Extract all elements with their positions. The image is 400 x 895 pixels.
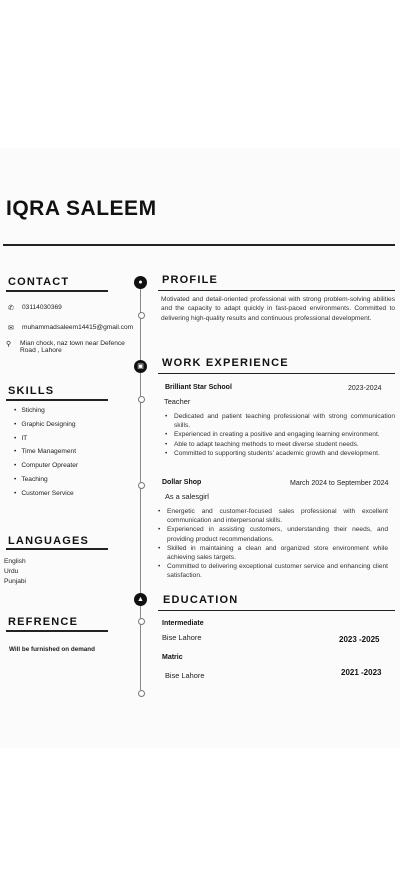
- skills-heading: SKILLS: [8, 385, 55, 397]
- list-item: • IT: [14, 432, 78, 446]
- education-heading: EDUCATION: [163, 594, 239, 606]
- address-line-2: Road , Lahore: [20, 347, 62, 354]
- list-item: • Dedicated and patient teaching professional with strong communication skills.: [164, 412, 395, 430]
- list-item: • Skilled in maintaining a clean and organized store environment while achieving sales targets.: [157, 544, 388, 562]
- job-bullets: [164, 412, 395, 458]
- list-item: English: [4, 558, 26, 565]
- timeline-dot: [138, 396, 145, 403]
- contact-rule: [6, 290, 108, 292]
- contact-heading: CONTACT: [8, 276, 70, 288]
- list-item: • Computer Opreater: [14, 459, 78, 473]
- graduation-cap-icon: ▲: [134, 593, 147, 606]
- list-item: • Teaching: [14, 473, 78, 487]
- contact-phone: [8, 304, 62, 312]
- mail-icon: ✉: [8, 325, 14, 332]
- email-text: muhammadsaleem14415@gmail.com: [22, 324, 134, 331]
- list-item: Punjabi: [4, 578, 26, 585]
- skills-list: [14, 404, 78, 501]
- phone-text: 03114030369: [22, 304, 62, 311]
- header-rule: [3, 244, 395, 246]
- list-item: • Graphic Designing: [14, 418, 78, 432]
- list-item: • Committed to delivering exceptional customer service and enhancing client satisfaction.: [157, 562, 388, 580]
- education-degree: Matric: [162, 654, 183, 661]
- timeline-dot: [138, 482, 145, 489]
- profile-text: Motivated and detail-oriented professional with strong problem-solving abilities and the capacity to adapt quickly in fast-paced environments. Committed to delivering high-quality results and continuous professional development.: [161, 296, 395, 322]
- skills-rule: [6, 399, 108, 401]
- job-dates: 2023-2024: [348, 385, 382, 392]
- job-role: As a salesgirl: [165, 492, 209, 501]
- education-rule: [158, 610, 395, 611]
- work-heading: WORK EXPERIENCE: [162, 357, 289, 369]
- list-item: Urdu: [4, 568, 19, 575]
- work-rule: [158, 373, 395, 374]
- education-years: 2021 -2023: [341, 668, 382, 677]
- job-employer: Dollar Shop: [162, 479, 202, 486]
- address-line-1: Mian chock, naz town near Defence: [20, 340, 125, 347]
- timeline-dot: [138, 690, 145, 697]
- list-item: • Time Management: [14, 445, 78, 459]
- education-institution: Bise Lahore: [165, 671, 205, 680]
- contact-email[interactable]: [8, 324, 133, 332]
- list-item: • Energetic and customer-focused sales professional with excellent communication and interpersonal skills.: [157, 507, 388, 525]
- languages-list: [4, 557, 26, 587]
- phone-icon: ✆: [8, 305, 14, 312]
- profile-rule: [158, 290, 395, 291]
- job-bullets: [157, 507, 388, 581]
- location-icon: ⚲: [6, 341, 12, 348]
- candidate-name: IQRA SALEEM: [6, 197, 157, 220]
- contact-address: [6, 340, 125, 354]
- timeline-dot: [138, 312, 145, 319]
- education-degree: Intermediate: [162, 620, 204, 627]
- list-item: • Able to adapt teaching methods to meet diverse student needs.: [164, 440, 395, 449]
- timeline-dot: [138, 618, 145, 625]
- education-institution: Bise Lahore: [162, 633, 202, 642]
- job-dates: March 2024 to September 2024: [290, 480, 389, 487]
- list-item: • Experienced in assisting customers, understanding their needs, and providing product recommendations.: [157, 525, 388, 543]
- profile-heading: PROFILE: [162, 274, 219, 286]
- person-icon: ●: [134, 276, 147, 289]
- languages-heading: LANGUAGES: [8, 535, 90, 547]
- list-item: • Stiching: [14, 404, 78, 418]
- list-item: • Committed to supporting students' academic growth and development.: [164, 449, 395, 458]
- reference-rule: [6, 630, 108, 632]
- reference-heading: REFRENCE: [8, 616, 79, 628]
- briefcase-icon: ▣: [134, 360, 147, 373]
- education-years: 2023 -2025: [339, 635, 380, 644]
- list-item: • Customer Service: [14, 487, 78, 501]
- job-role: Teacher: [164, 397, 191, 406]
- list-item: • Experienced in creating a positive and engaging learning environment.: [164, 430, 395, 439]
- languages-rule: [6, 548, 108, 550]
- reference-text: Will be furnished on demand: [9, 646, 96, 653]
- job-employer: Brilliant Star School: [165, 384, 232, 391]
